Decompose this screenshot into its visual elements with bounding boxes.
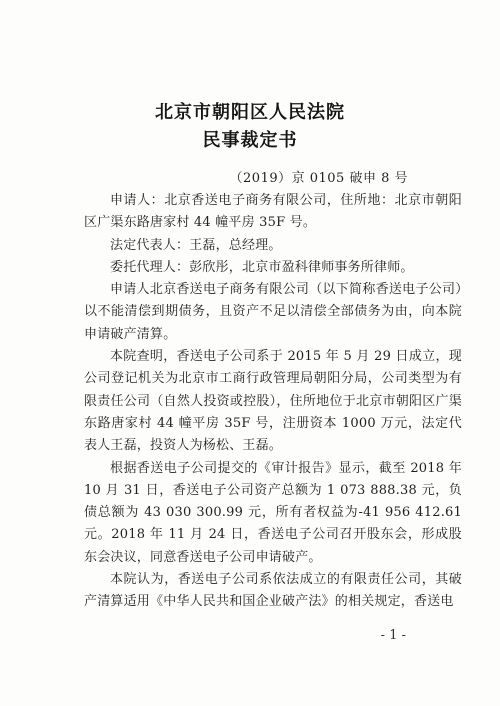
document-body bbox=[84, 190, 462, 614]
paragraph-application: 申请人北京香送电子商务有限公司（以下简称香送电子公司）以不能清偿到期债务，且资产不足以清偿全部债务为由，向本院申请破产清算。 bbox=[84, 282, 462, 342]
paragraph-applicant: 申请人：北京香送电子商务有限公司，住所地：北京市朝阳区广渠东路唐家村 44 幢平房 35F 号。 bbox=[84, 193, 462, 231]
case-number: （2019）京 0105 破申 8 号 bbox=[229, 171, 408, 186]
document-type: 民事裁定书 bbox=[202, 130, 298, 151]
paragraph-audit-report: 根据香送电子公司提交的《审计报告》显示，截至 2018 年 10 月 31 日，香送电子公司资产总额为 1 073 888.38 元，负债总额为 43 030 300.99 元，所有者权益为-41 956 412.61 元。2018 年 11 月 24 日，香送电子公司召开股东会，形成股东会决议，同意香送电子公司申请破产。 bbox=[84, 460, 462, 565]
page-number: - 1 - bbox=[380, 628, 406, 643]
court-name: 北京市朝阳区人民法院 bbox=[155, 102, 345, 123]
paragraph-findings: 本院查明，香送电子公司系于 2015 年 5 月 29 日成立，现公司登记机关为北京市工商行政管理局朝阳分局，公司类型为有限责任公司（自然人投资或控股），住所地位于北京市朝阳区广渠东路唐家村 44 幢平房 35F 号，注册资本 1000 万元，法定代表人王磊，投资人为杨松、王磊。 bbox=[84, 349, 462, 454]
paragraph-legal-representative: 法定代表人：王磊，总经理。 bbox=[110, 237, 282, 253]
paragraph-court-opinion: 本院认为，香送电子公司系依法成立的有限责任公司，其破产清算适用《中华人民共和国企业破产法》的相关规定，香送电 bbox=[84, 572, 462, 610]
paragraph-agent: 委托代理人：彭欣彤，北京市盈科律师事务所律师。 bbox=[110, 259, 414, 275]
